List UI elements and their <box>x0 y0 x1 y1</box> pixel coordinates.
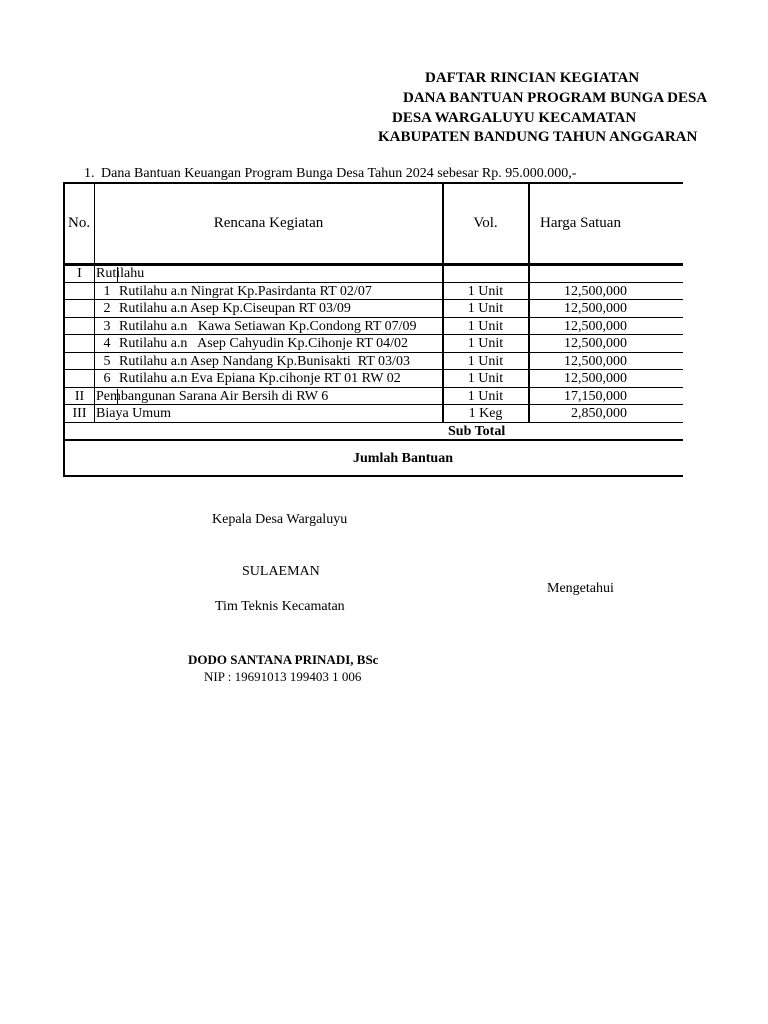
intro-line <box>84 166 576 182</box>
row-vol: 1 Unit <box>467 319 504 334</box>
row-harga: 12,500,000 <box>564 354 627 369</box>
row-no: II <box>74 389 85 404</box>
row-sub-no: 1 <box>103 284 111 299</box>
row-kegiatan: Rutilahu a.n Ningrat Kp.Pasirdanta RT 02/07 <box>119 284 372 299</box>
row-kegiatan: Biaya Umum <box>96 406 172 421</box>
row-kegiatan: Rutilahu <box>96 266 145 281</box>
row-harga: 17,150,000 <box>564 389 627 404</box>
row-vol: 1 Unit <box>467 336 504 351</box>
row-no: III <box>72 406 87 421</box>
row-kegiatan: Rutilahu a.n Asep Nandang Kp.Bunisakti RT 03/03 <box>119 354 410 369</box>
header-no: No. <box>68 215 91 231</box>
row-vol: 1 Keg <box>468 406 503 421</box>
row-kegiatan: Rutilahu a.n Eva Epiana Kp.cihonje RT 01 RW 02 <box>119 371 401 386</box>
activity-table <box>63 182 683 477</box>
row-kegiatan: Rutilahu a.n Asep Cahyudin Kp.Cihonje RT 04/02 <box>119 336 409 351</box>
intro-number: 1. <box>84 166 95 181</box>
table-border-left <box>63 182 65 477</box>
row-harga: 2,850,000 <box>571 406 627 421</box>
subtotal-label: Sub Total <box>448 424 506 439</box>
row-harga: 12,500,000 <box>564 336 627 351</box>
row-harga: 12,500,000 <box>564 371 627 386</box>
total-label: Jumlah Bantuan <box>353 451 453 466</box>
row-sub-no: 6 <box>103 371 111 386</box>
header-harga: Harga Satuan <box>540 215 621 231</box>
tim-teknis-nip: NIP : 19691013 199403 1 006 <box>204 669 362 684</box>
table-border-bottom <box>63 475 683 477</box>
row-vol: 1 Unit <box>467 284 504 299</box>
total-top-line <box>63 439 683 441</box>
tim-teknis-name: DODO SANTANA PRINADI, BSc <box>188 652 379 667</box>
doc-title-line-2: DANA BANTUAN PROGRAM BUNGA DESA <box>403 90 708 106</box>
kepala-desa-title: Kepala Desa Wargaluyu <box>212 512 348 527</box>
row-sub-no: 3 <box>103 319 111 334</box>
row-kegiatan: Pembangunan Sarana Air Bersih di RW 6 <box>96 389 329 404</box>
intro-text: Dana Bantuan Keuangan Program Bunga Desa Tahun 2024 sebesar Rp. 95.000.000,- <box>101 166 577 181</box>
mengetahui-label: Mengetahui <box>547 581 614 596</box>
row-no: I <box>77 266 82 281</box>
row-harga: 12,500,000 <box>564 301 627 316</box>
row-kegiatan: Rutilahu a.n Asep Kp.Ciseupan RT 03/09 <box>119 301 351 316</box>
header-bottom-line <box>63 263 683 266</box>
subtotal-top-line <box>63 422 683 423</box>
row-sub-no: 2 <box>103 301 111 316</box>
doc-title-line-4: KABUPATEN BANDUNG TAHUN ANGGARAN <box>378 129 698 145</box>
row-kegiatan: Rutilahu a.n Kawa Setiawan Kp.Condong RT 07/09 <box>119 319 417 334</box>
row-sub-no: 5 <box>103 354 111 369</box>
row-vol: 1 Unit <box>467 354 504 369</box>
row-harga: 12,500,000 <box>564 319 627 334</box>
row-vol: 1 Unit <box>467 301 504 316</box>
row-vol: 1 Unit <box>467 389 504 404</box>
header-kegiatan: Rencana Kegiatan <box>213 215 324 231</box>
tim-teknis-title: Tim Teknis Kecamatan <box>215 599 345 614</box>
row-sub-no: 4 <box>103 336 111 351</box>
kepala-desa-name: SULAEMAN <box>242 564 320 579</box>
doc-title-line-3: DESA WARGALUYU KECAMATAN <box>392 110 637 126</box>
row-vol: 1 Unit <box>467 371 504 386</box>
doc-title-line-1: DAFTAR RINCIAN KEGIATAN <box>425 70 640 86</box>
table-border-top <box>63 182 683 184</box>
row-harga: 12,500,000 <box>564 284 627 299</box>
header-vol: Vol. <box>473 215 498 231</box>
